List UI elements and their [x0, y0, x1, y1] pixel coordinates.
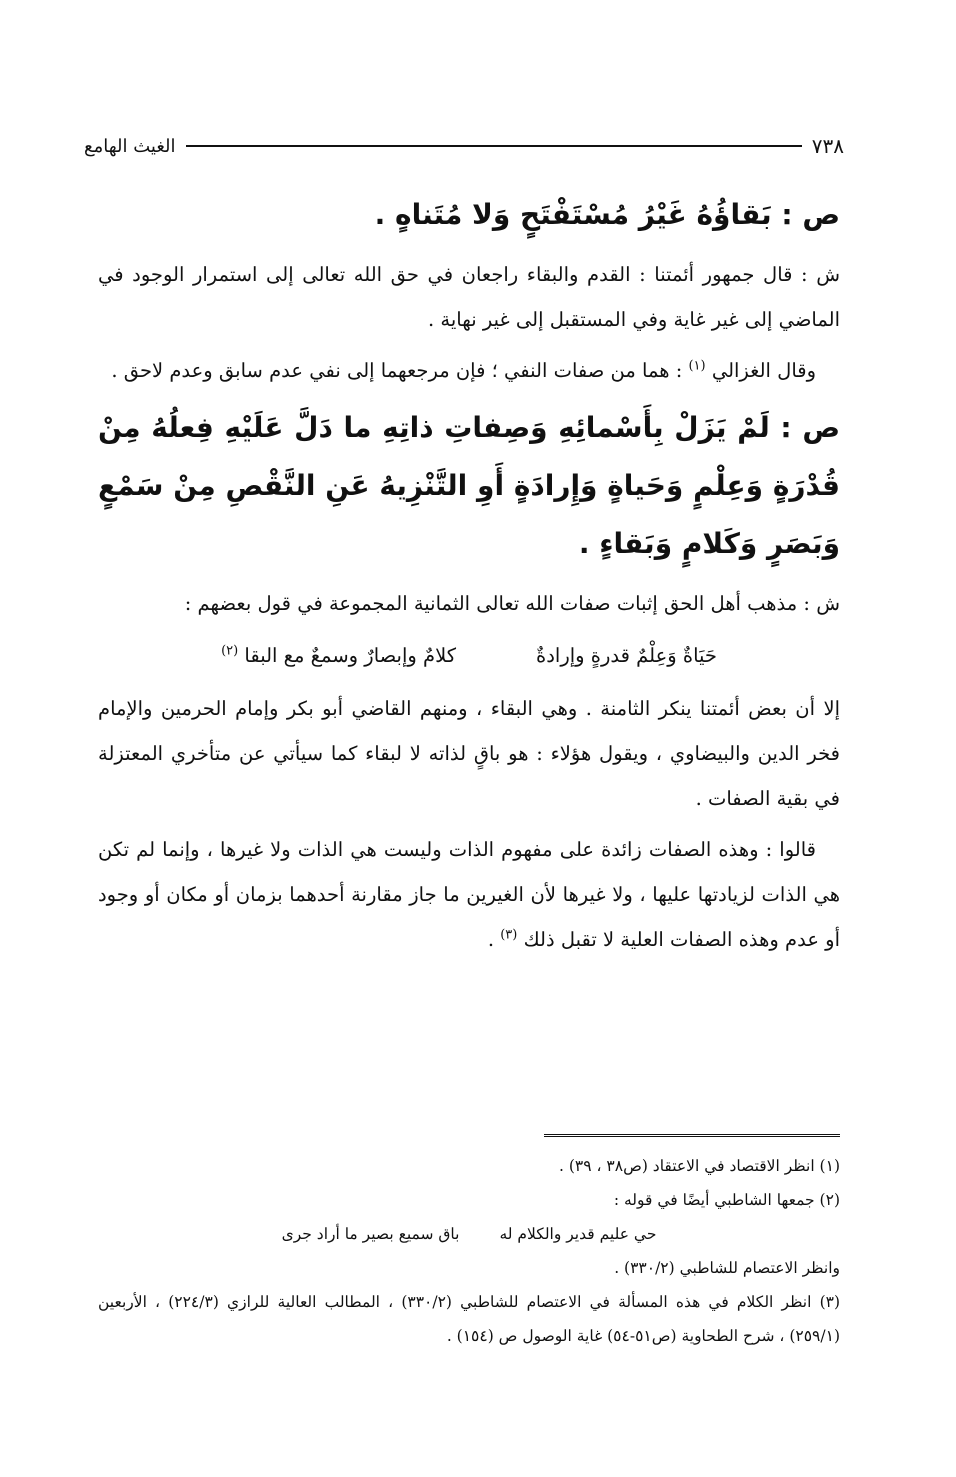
footnote: (٢) جمعها الشاطبي أيضًا في قوله :: [613, 1191, 840, 1209]
footnote-reference: (٣): [500, 927, 518, 943]
sharh-text: قالوا : وهذه الصفات زائدة على مفهوم الذات وليست هي الذات ولا غيرها ، وإنما لم تكن هي الذات لزيادتها عليها ، ولا غيرها لأن الغيرين ما جاز مقارنة أحدهما بزمان أو مكان أو وجود أو عدم وهذه الصفات العلية لا تقبل ذلك: [98, 838, 840, 951]
footnote-reference: (٢): [221, 643, 239, 659]
book-title: الغيث الهامع: [84, 135, 176, 157]
sharh-paragraph: ش : مذهب أهل الحق إثبات صفات الله تعالى الثمانية المجموعة في قول بعضهم :: [184, 592, 840, 615]
footnote-separator: [544, 1134, 840, 1137]
footnotes-section: [98, 1134, 840, 1353]
running-header: [84, 128, 844, 164]
matn-paragraph: ص : بَقاؤُهُ غَيْرُ مُسْتَفْتَحٍ وَلا مُتَناهٍ .: [374, 198, 840, 231]
footnote-verse: [98, 1217, 840, 1251]
sharh-paragraph: إلا أن بعض أئمتنا ينكر الثامنة . وهي البقاء ، ومنهم القاضي أبو بكر وإمام الحرمين والإمام فخر الدين والبيضاوي ، ويقول هؤلاء : هو باقٍ لذاته لا لبقاء كما سيأتي عن متأخري المعتزلة في بقية الصفات .: [98, 697, 840, 810]
sharh-text: .: [487, 928, 495, 951]
main-text: [98, 186, 840, 968]
verse-hemistich: حي عليم قدير والكلام له: [499, 1225, 657, 1243]
footnote: وانظر الاعتصام للشاطبي (٣٣٠/٢) .: [614, 1259, 840, 1277]
verse-hemistich: باق سميع بصير ما أراد جرى: [281, 1225, 460, 1243]
sharh-paragraph: [98, 348, 840, 393]
sharh-paragraph: ش : قال جمهور أئمتنا : القدم والبقاء راجعان في حق الله تعالى إلى استمرار الوجود في الماضي إلى غير غاية وفي المستقبل إلى غير نهاية .: [98, 263, 840, 331]
verse-text: كلامٌ وإبصارٌ وسمعٌ مع البقا: [244, 644, 457, 667]
verse-hemistich: [221, 632, 456, 680]
verse-hemistich: حَيَاةٌ وَعِلْمٌ قدرةٍ وإرادةٌ: [536, 644, 717, 667]
page-number: ٧٣٨: [811, 134, 844, 158]
sharh-text: : هما من صفات النفي ؛ فإن مرجعهما إلى نفي عدم سابق وعدم لاحق .: [111, 359, 683, 382]
sharh-text: وقال الغزالي: [711, 359, 816, 382]
footnote: (٣) انظر الكلام في هذه المسألة في الاعتصام للشاطبي (٣٣٠/٢) ، المطالب العالية للرازي (٢٢٤/٣) ، الأربعين (٢٥٩/١) ، شرح الطحاوية (ص٥١-٥٤) غاية الوصول ص (١٥٤) .: [98, 1293, 841, 1345]
header-rule: [186, 145, 802, 147]
sharh-paragraph: [98, 827, 840, 962]
footnote: (١) انظر الاقتصاد في الاعتقاد (ص٣٨ ، ٣٩) .: [559, 1157, 840, 1175]
matn-paragraph: ص : لَمْ يَزَلْ بِأَسْمائِهِ وَصِفاتِ ذاتِهِ ما دَلَّ عَلَيْهِ فِعلُهُ مِنْ قُدْرَةٍ وَعِلْمٍ وَحَياةٍ وَإِرادَةٍ أَوِ التَّنْزِيهُ عَنِ النَّقْصِ مِنْ سَمْعٍ وَبَصَرٍ وَكَلامٍ وَبَقاءٍ .: [98, 411, 840, 560]
poetry-verse: [98, 632, 840, 680]
footnote-reference: (١): [688, 358, 706, 374]
